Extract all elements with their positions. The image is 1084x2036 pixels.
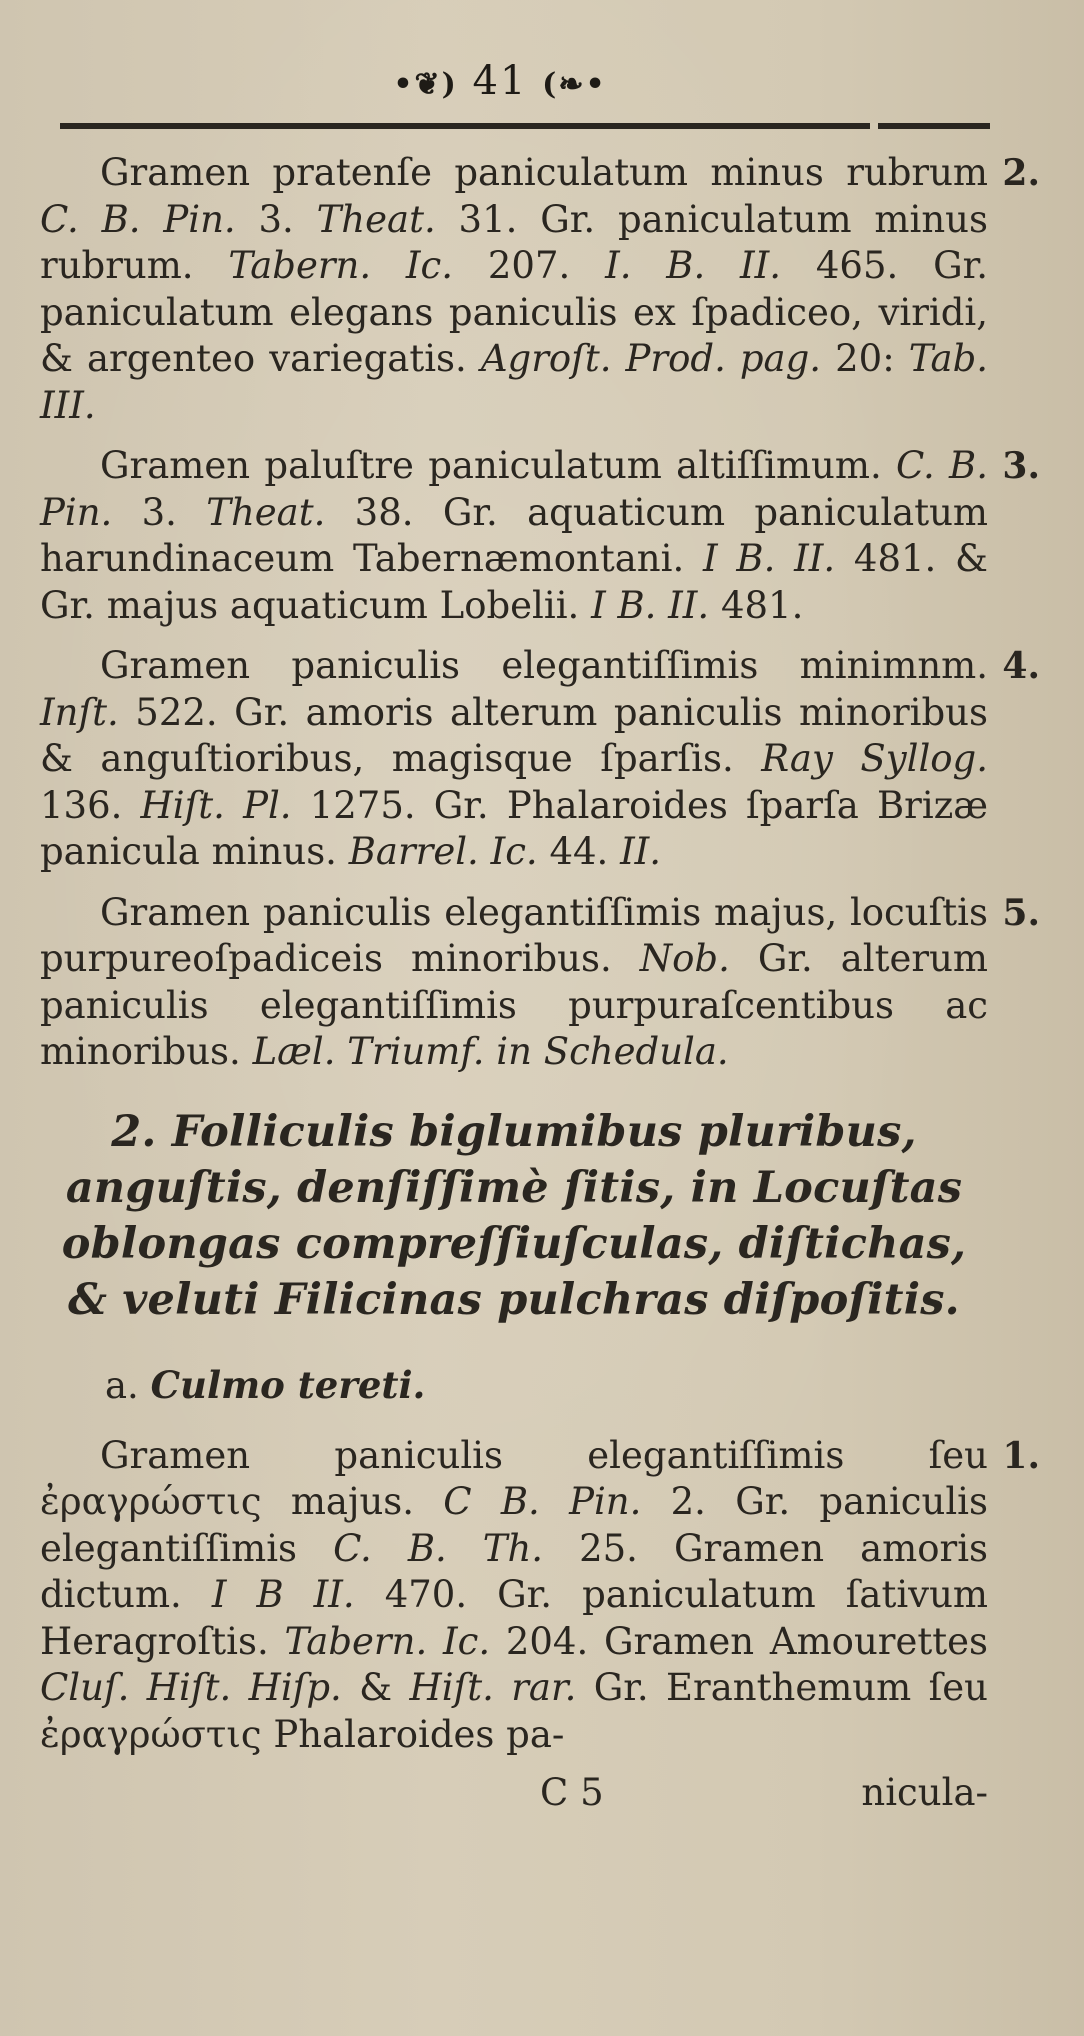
entry-text: Gramen paniculis elegantiſſimis minimnm. (100, 644, 988, 687)
section-heading-text: Folliculis biglumibus pluribus, anguſtis, denſiſſimè ſitis, in Locuſtas oblongas compreſſiuſculas, diſtichas, & veluti Filicinas pulchras diſpoſitis. (61, 1106, 967, 1325)
citation-text: C. B. Pin. (40, 197, 236, 241)
section-heading (40, 1104, 988, 1328)
entries-top (40, 150, 1040, 1076)
entry-text: Gr. Eranthemum ſeu ἐραγρώστις Phalaroides pa- (40, 1666, 988, 1756)
entry-text: 2. Gr. paniculis elegantiſſimis (40, 1480, 989, 1570)
signature-mark: C 5 (540, 1771, 604, 1814)
entry-paragraph (40, 1433, 1040, 1759)
citation-text: C. B. Pin. (40, 444, 988, 534)
margin-number: 3. (1002, 445, 1040, 487)
header-rule (60, 123, 990, 129)
entry-text: 3. (235, 197, 317, 241)
citation-text: Barrel. Ic. (348, 830, 538, 873)
citation-text: I B. II. (591, 583, 710, 627)
subheading (105, 1362, 988, 1409)
citation-text: I B. II. (703, 537, 836, 580)
entry-text: 38. Gr. aquaticum paniculatum harundinaceum Tabernæmontani. (40, 490, 989, 580)
entry-paragraph (40, 150, 1040, 429)
entry-text: Gr. alterum paniculis elegantiſſimis purpuraſcentibus ac minoribus. (40, 937, 988, 1073)
citation-text: Theat. (316, 197, 436, 241)
entry-paragraph (40, 643, 1040, 876)
citation-text: Inſt. (40, 690, 119, 734)
entry-text: 20: (821, 337, 909, 380)
entry-text: Gramen pratenſe paniculatum minus rubrum (100, 151, 988, 194)
entry-text: 522. Gr. amoris alterum paniculis minoribus & anguſtioribus, magisque ſparſis. (40, 690, 988, 780)
entry-text: 204. Gramen Amourettes (490, 1619, 988, 1663)
citation-text: II. (620, 830, 662, 873)
running-header (0, 58, 1000, 104)
citation-text: Ray Syllog. (761, 737, 988, 780)
entry-text: 44. (537, 830, 621, 873)
entry-text: 481. (709, 583, 804, 627)
citation-text: C B. Pin. (443, 1480, 642, 1523)
entry-text: 25. Gramen amoris dictum. (40, 1526, 989, 1616)
margin-number: 2. (1002, 152, 1040, 194)
page-number: 41 (472, 58, 528, 104)
citation-text: Theat. (206, 490, 326, 534)
entry-paragraph (40, 890, 1040, 1076)
entry-text: Gramen paniculis elegantiſſimis ſeu ἐραγρώστις majus. (40, 1433, 988, 1523)
citation-text: Tabern. Ic. (228, 244, 454, 287)
entry-text: 3. (112, 490, 207, 534)
entry-text: 1275. Gr. Phalaroides ſparſa Brizæ panicula minus. (40, 783, 988, 873)
entry-text: Gramen paluſtre paniculatum altiſſimum. (100, 444, 896, 487)
margin-number: 5. (1002, 891, 1040, 934)
citation-text: Hiſt. Pl. (140, 783, 292, 827)
citation-text: C. B. Th. (333, 1526, 544, 1570)
citation-text: I. B. II. (605, 244, 782, 287)
entry-text: 481. & Gr. majus aquaticum Lobelii. (40, 537, 988, 627)
citation-text: Cluſ. Hiſt. Hiſp. (40, 1666, 342, 1709)
subheading-label: a. (105, 1363, 139, 1407)
entry-text: 31. Gr. paniculatum minus rubrum. (40, 197, 988, 287)
citation-text: Agroſt. Prod. pag. (480, 337, 822, 380)
margin-number: 1. (1002, 1434, 1040, 1477)
entries-bottom (40, 1433, 1040, 1759)
entry-text: 470. Gr. paniculatum ſativum Heragroſtis. (40, 1573, 989, 1663)
header-ornament-right: (❧• (542, 67, 607, 102)
section-heading-label: 2. (111, 1106, 157, 1157)
entry-text: & (341, 1666, 410, 1709)
page-body (40, 150, 1040, 1816)
citation-text: Læl. Triumf. in Schedula. (252, 1030, 729, 1073)
citation-text: Hiſt. rar. (409, 1666, 577, 1709)
header-ornament-left: •❦) (393, 67, 458, 102)
entry-text: 465. Gr. paniculatum elegans paniculis ex ſpadiceo, viridi, & argenteo variegatis. (40, 244, 989, 380)
citation-text: Tab. III. (40, 337, 989, 427)
entry-text: 136. (40, 783, 141, 827)
entry-text: 207. (453, 244, 606, 287)
citation-text: Nob. (639, 937, 730, 980)
citation-text: I B II. (211, 1573, 355, 1616)
entry-text: Gramen paniculis elegantiſſimis majus, locuſtis purpureoſpadiceis minoribus. (40, 890, 988, 980)
subheading-text: Culmo tereti. (150, 1362, 426, 1407)
margin-number: 4. (1002, 645, 1040, 687)
catchword: nicula- (861, 1771, 988, 1814)
citation-text: Tabern. Ic. (284, 1619, 491, 1663)
page-footer (40, 1770, 988, 1816)
entry-paragraph (40, 443, 1040, 629)
